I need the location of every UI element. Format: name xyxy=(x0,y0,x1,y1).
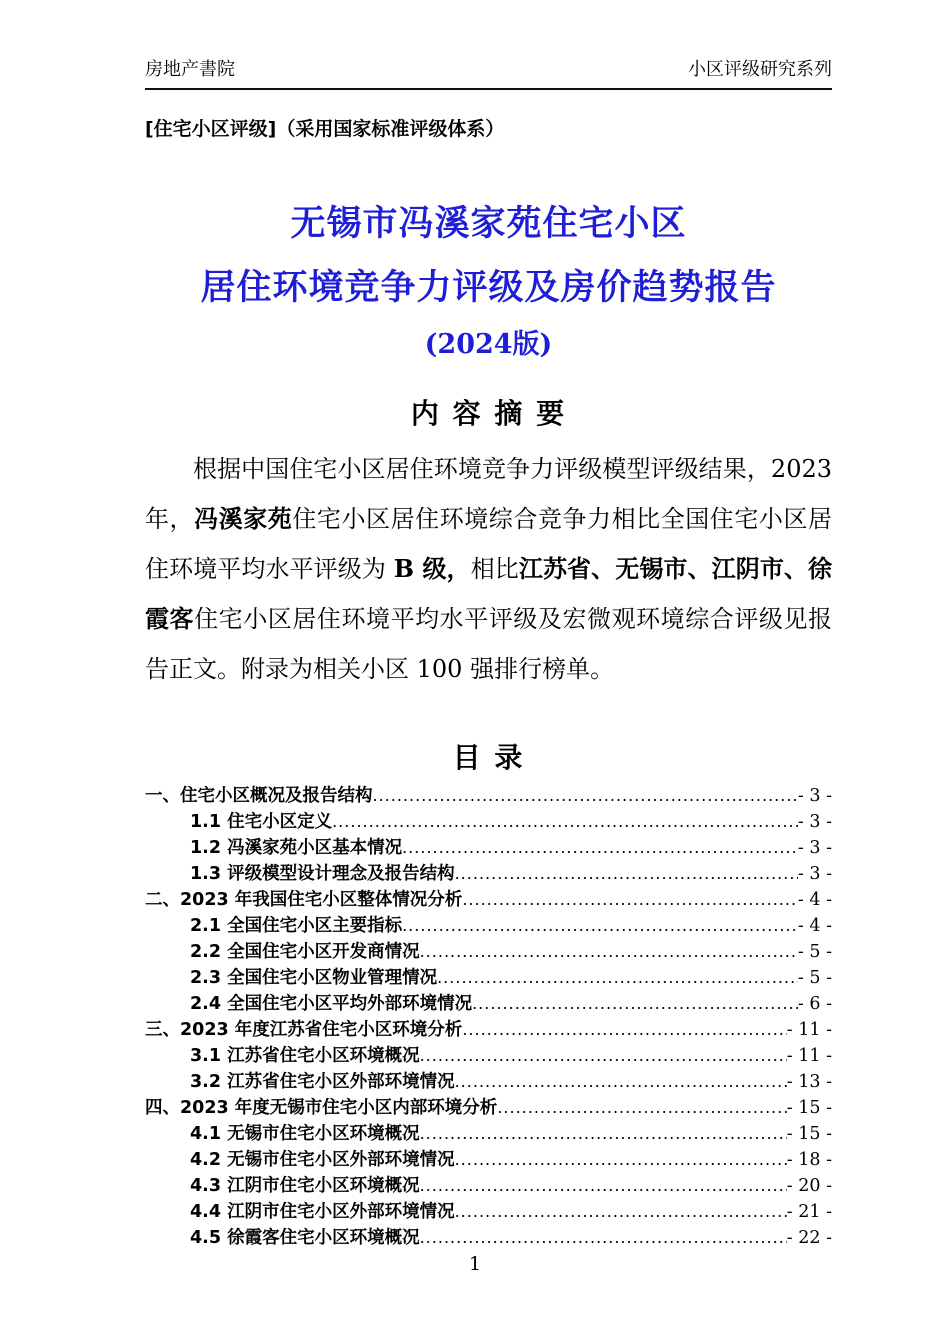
summary-text: 根据中国住宅小区居住环境竞争力评级模型评级结果，2023 年， xyxy=(145,455,832,533)
toc-leader-dots xyxy=(332,809,798,834)
toc-leader-dots xyxy=(472,991,798,1016)
toc-leader-dots xyxy=(420,939,798,964)
toc-item xyxy=(145,1173,832,1199)
toc-item-label: 4.5 徐霞客住宅小区环境概况 xyxy=(190,1228,420,1248)
summary-text: 相比 xyxy=(470,555,519,583)
toc-leader-dots xyxy=(462,1017,786,1042)
toc-item-label: 4.2 无锡市住宅小区外部环境情况 xyxy=(190,1150,455,1170)
toc-item xyxy=(145,861,832,887)
report-title-block xyxy=(145,192,832,370)
report-edition: (2024版) xyxy=(424,329,553,360)
toc-item xyxy=(145,835,832,861)
toc-leader-dots xyxy=(455,861,798,886)
toc-item-label: 一、住宅小区概况及报告结构 xyxy=(145,786,373,806)
header-left-text: 房地产書院 xyxy=(145,59,235,80)
toc-item-page: - 4 - xyxy=(797,890,832,910)
rating-system-subtitle: [住宅小区评级]（采用国家标准评级体系） xyxy=(145,118,505,140)
toc-item-label: 1.1 住宅小区定义 xyxy=(190,812,333,832)
summary-bold-text: 冯溪家苑 xyxy=(194,504,293,533)
toc-leader-dots xyxy=(373,783,798,808)
toc-item-page: - 20 - xyxy=(786,1176,832,1196)
toc-leader-dots xyxy=(455,1147,787,1172)
summary-heading: 内 容 摘 要 xyxy=(410,397,567,430)
toc-item xyxy=(145,783,832,809)
toc-leader-dots xyxy=(455,1199,787,1224)
toc-item xyxy=(145,1043,832,1069)
toc-item-page: - 3 - xyxy=(797,786,832,806)
toc-item xyxy=(145,1199,832,1225)
toc-leader-dots xyxy=(455,1069,787,1094)
toc-item-label: 四、2023 年度无锡市住宅小区内部环境分析 xyxy=(145,1098,498,1118)
toc-leader-dots xyxy=(402,835,798,860)
toc-item xyxy=(145,1069,832,1095)
toc-item-page: - 4 - xyxy=(797,916,832,936)
toc-leader-dots xyxy=(420,1225,787,1250)
toc-item-page: - 18 - xyxy=(786,1150,832,1170)
toc-item-label: 二、2023 年我国住宅小区整体情况分析 xyxy=(145,890,463,910)
header-right-text: 小区评级研究系列 xyxy=(688,59,832,80)
toc-list xyxy=(145,783,832,1251)
summary-paragraph xyxy=(145,444,832,694)
toc-item-page: - 15 - xyxy=(786,1098,832,1118)
toc-item-label: 1.3 评级模型设计理念及报告结构 xyxy=(190,864,455,884)
toc-leader-dots xyxy=(497,1095,786,1120)
toc-item-label: 4.4 江阴市住宅小区外部环境情况 xyxy=(190,1202,455,1222)
summary-text: 住宅小区居住环境平均水平评级及宏微观环境综合评级见报告正文。附录为相关小区 100 强排行榜单。 xyxy=(145,605,833,683)
toc-item-page: - 21 - xyxy=(786,1202,832,1222)
toc-leader-dots xyxy=(420,1043,787,1068)
toc-item-page: - 11 - xyxy=(786,1020,832,1040)
toc-item-page: - 22 - xyxy=(786,1228,832,1248)
toc-item xyxy=(145,965,832,991)
toc-item-label: 三、2023 年度江苏省住宅小区环境分析 xyxy=(145,1020,463,1040)
page-header xyxy=(145,58,832,90)
toc-item xyxy=(145,991,832,1017)
toc-heading: 目 录 xyxy=(452,741,525,774)
report-title-line1: 无锡市冯溪家苑住宅小区 xyxy=(290,203,687,244)
toc-item-page: - 5 - xyxy=(797,968,832,988)
toc-item xyxy=(145,1147,832,1173)
toc-item xyxy=(145,887,832,913)
toc-item xyxy=(145,1095,832,1121)
toc-item-label: 2.1 全国住宅小区主要指标 xyxy=(190,916,403,936)
page-number: 1 xyxy=(468,1253,482,1275)
toc-item-page: - 3 - xyxy=(797,838,832,858)
toc-item-label: 3.2 江苏省住宅小区外部环境情况 xyxy=(190,1072,455,1092)
toc-item xyxy=(145,913,832,939)
toc-item-label: 1.2 冯溪家苑小区基本情况 xyxy=(190,838,403,858)
summary-bold-text: 江苏省、无锡市、江阴市、徐霞客 xyxy=(145,554,833,633)
toc-item xyxy=(145,1225,832,1251)
toc-item xyxy=(145,939,832,965)
summary-text: 住宅小区居住环境综合竞争力相比全国住宅小区居住环境平均水平评级为 xyxy=(145,505,833,583)
toc-item xyxy=(145,1017,832,1043)
toc-item-page: - 15 - xyxy=(786,1124,832,1144)
toc-item-page: - 6 - xyxy=(797,994,832,1014)
toc-item xyxy=(145,1121,832,1147)
toc-item-label: 4.1 无锡市住宅小区环境概况 xyxy=(190,1124,420,1144)
toc-item-page: - 3 - xyxy=(797,864,832,884)
toc-item-label: 3.1 江苏省住宅小区环境概况 xyxy=(190,1046,420,1066)
toc-item-label: 2.2 全国住宅小区开发商情况 xyxy=(190,942,420,962)
toc-leader-dots xyxy=(462,887,798,912)
toc-leader-dots xyxy=(420,1173,787,1198)
toc-leader-dots xyxy=(437,965,798,990)
toc-item-label: 4.3 江阴市住宅小区环境概况 xyxy=(190,1176,420,1196)
report-title-line2: 居住环境竞争力评级及房价趋势报告 xyxy=(200,267,777,308)
toc-leader-dots xyxy=(402,913,798,938)
toc-leader-dots xyxy=(420,1121,787,1146)
toc-item-label: 2.3 全国住宅小区物业管理情况 xyxy=(190,968,438,988)
toc-item-page: - 5 - xyxy=(797,942,832,962)
toc-item-page: - 11 - xyxy=(786,1046,832,1066)
toc-item-page: - 13 - xyxy=(786,1072,832,1092)
toc-item xyxy=(145,809,832,835)
toc-item-page: - 3 - xyxy=(797,812,832,832)
summary-bold-text: B 级， xyxy=(393,554,471,583)
toc-item-label: 2.4 全国住宅小区平均外部环境情况 xyxy=(190,994,473,1014)
